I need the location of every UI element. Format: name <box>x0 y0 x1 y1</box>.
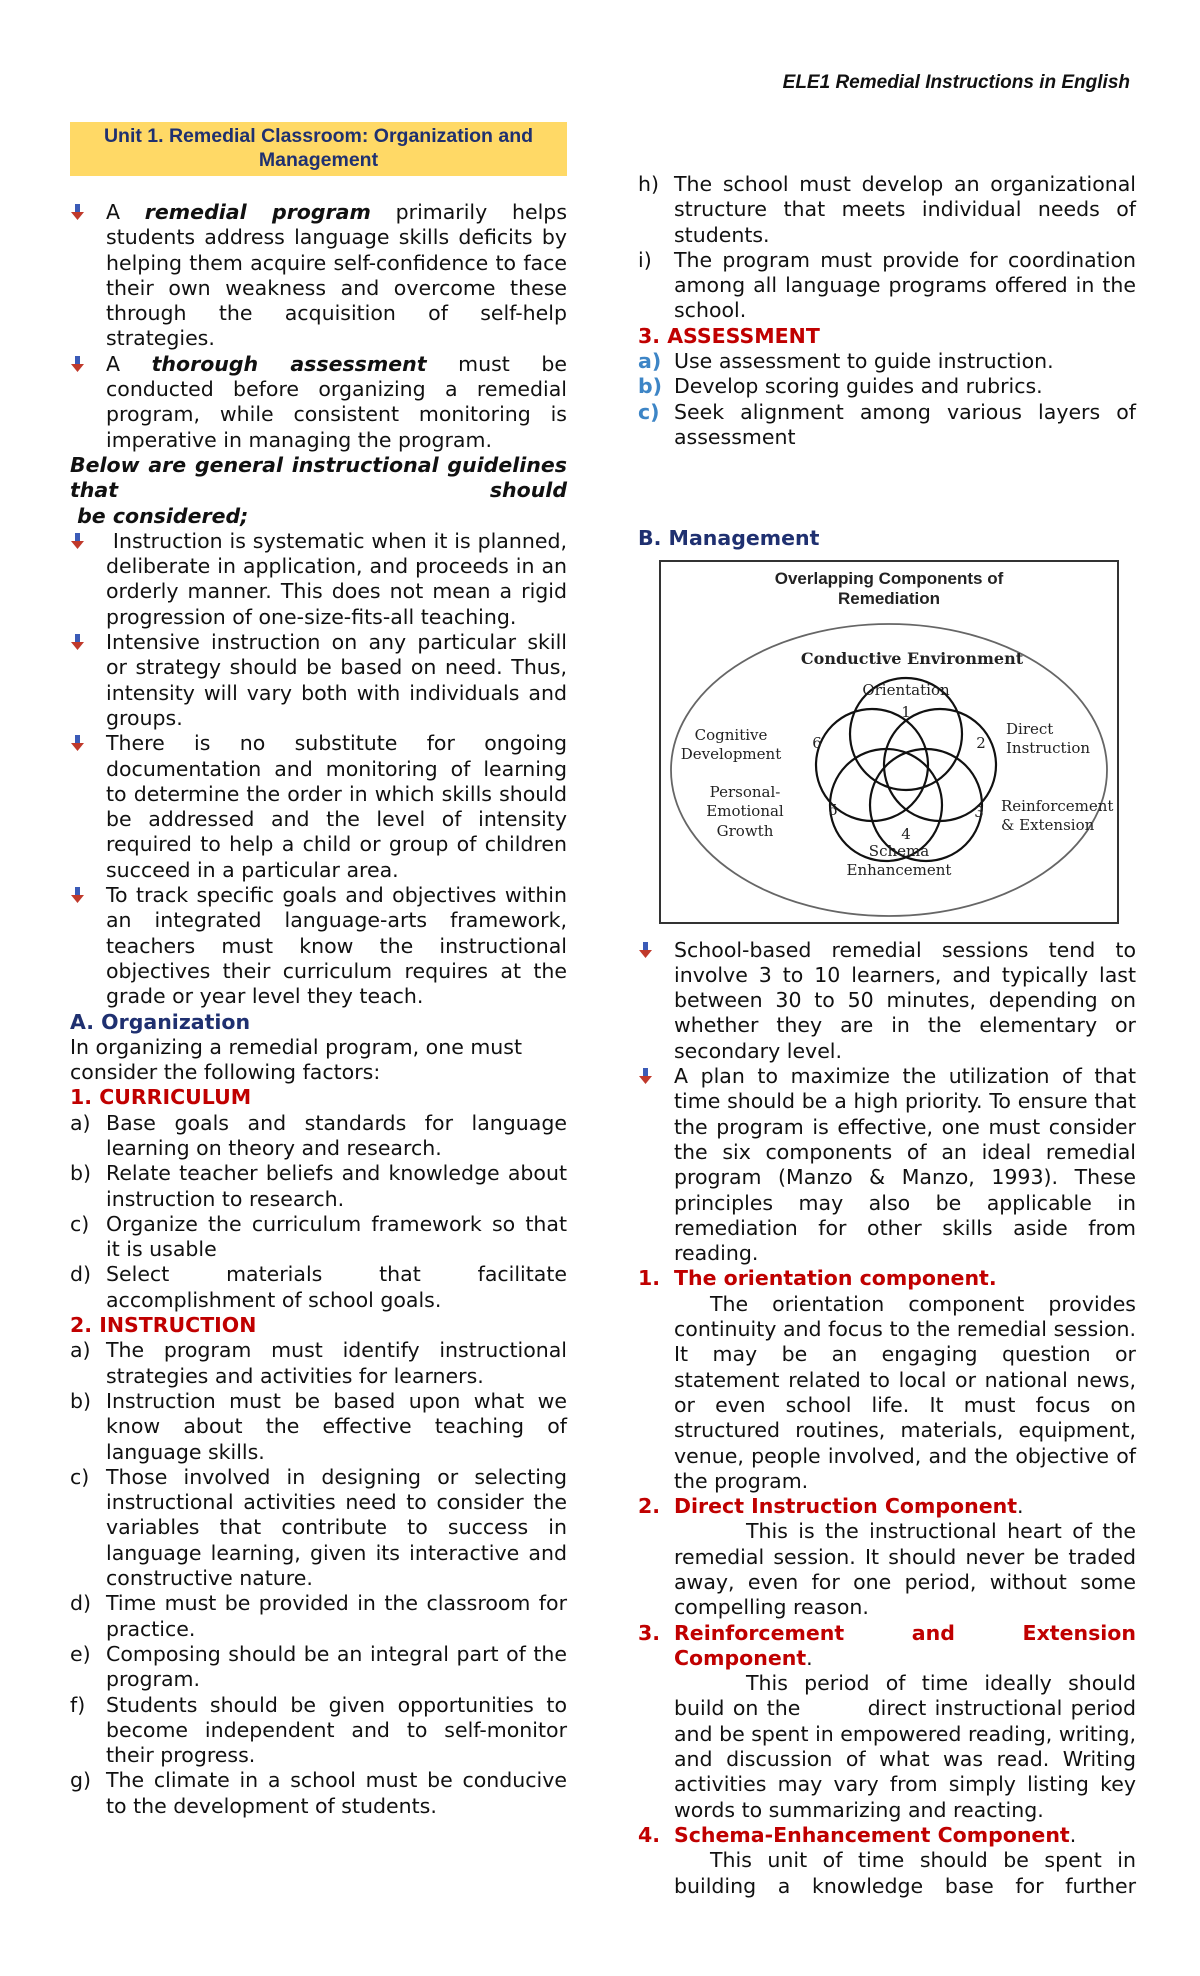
management-heading: B. Management <box>638 526 820 551</box>
number-1: 1 <box>901 702 911 721</box>
instruction-item: i) The program must provide for coordination among all language programs offered in the school. <box>638 247 1136 323</box>
component-heading: 2. Direct Instruction Component. <box>638 1494 1024 1519</box>
label-cognitive: Cognitive <box>694 725 768 744</box>
guidelines-heading-cont: be considered; <box>70 503 249 528</box>
curriculum-item: a) Base goals and standards for language learning on theory and research. <box>70 1110 567 1160</box>
label-personal-emotional: Emotional <box>706 801 784 820</box>
instruction-item: a) The program must identify instructional strategies and activities for learners. <box>70 1338 567 1388</box>
label-reinforcement: Reinforcement <box>1001 796 1114 815</box>
label-personal-emotional: Personal- <box>709 782 781 801</box>
assessment-item: a) Use assessment to guide instruction. <box>638 349 1054 374</box>
guideline-item: Instruction is systematic when it is planned, deliberate in application, and proceeds in an orderly manner. This does not mean a rigid progression of one-size-fits-all teaching. <box>70 529 567 630</box>
organization-intro: In organizing a remedial program, one must consider the following factors: <box>70 1034 523 1085</box>
label-schema: Enhancement <box>846 860 952 879</box>
curriculum-heading: 1. CURRICULUM <box>70 1085 252 1110</box>
instruction-item: g) The climate in a school must be conducive to the development of students. <box>70 1768 567 1818</box>
instruction-item: f) Students should be given opportunities to become independent and to self-monitor their progress. <box>70 1692 567 1768</box>
label-direct: Direct <box>1006 719 1054 738</box>
assessment-heading: 3. ASSESSMENT <box>638 323 820 348</box>
arrow-bullet-icon <box>638 1068 654 1086</box>
label-schema: Schema <box>868 841 930 860</box>
document-header: ELE1 Remedial Instructions in English <box>782 72 1130 93</box>
instruction-item: e) Composing should be an integral part of the program. <box>70 1641 567 1692</box>
number-6: 6 <box>812 733 822 752</box>
guidelines-heading: Below are general instructional guidelines that should <box>70 452 567 503</box>
label-cognitive: Development <box>680 744 782 763</box>
instruction-item: d) Time must be provided in the classroom for practice. <box>70 1591 567 1641</box>
management-bullet: School-based remedial sessions tend to involve 3 to 10 learners, and typically last between 30 to 50 minutes, depending on whether they are in the elementary or secondary level. <box>638 938 1136 1064</box>
curriculum-item: b) Relate teacher beliefs and knowledge about instruction to research. <box>70 1161 567 1211</box>
arrow-bullet-icon <box>70 204 86 222</box>
diagram-title: Remediation <box>837 588 941 608</box>
diagram-title: Overlapping Components of <box>774 568 1004 588</box>
left-column <box>70 122 574 1819</box>
component-heading: 4. Schema-Enhancement Component. <box>638 1822 1077 1847</box>
arrow-bullet-icon <box>70 533 86 551</box>
guideline-item: Intensive instruction on any particular skill or strategy should be based on need. Thus, intensity will vary both with individuals and groups. <box>70 630 567 731</box>
assessment-item: c) Seek alignment among various layers of assessment <box>638 399 1136 449</box>
environment-label: Conductive Environment <box>800 648 1024 668</box>
number-2: 2 <box>976 733 986 752</box>
number-4: 4 <box>901 824 911 843</box>
number-3: 3 <box>974 802 984 821</box>
component-text: This is the instructional heart of the remedial session. It should never be traded away, even for one period, without some compelling reason. <box>674 1519 1136 1620</box>
instruction-item: h) The school must develop an organizational structure that meets individual needs of students. <box>638 172 1136 247</box>
label-direct: Instruction <box>1006 738 1091 757</box>
curriculum-item: c) Organize the curriculum framework so that it is usable <box>70 1211 567 1262</box>
curriculum-item: d) Select materials that facilitate accomplishment of school goals. <box>70 1262 567 1312</box>
unit-title: Unit 1. Remedial Classroom: Organization and Management <box>70 122 567 176</box>
remediation-diagram <box>659 560 1119 924</box>
label-orientation: Orientation <box>862 680 950 699</box>
component-heading: 1. The orientation component. <box>638 1266 997 1291</box>
label-reinforcement: & Extension <box>1001 815 1095 834</box>
component-text: This period of time ideally should build on the direct instructional period and be spent in empowered reading, writing, and discussion of what was read. Writing activities may vary from simply listing key words to summarizing and reacting. <box>674 1671 1143 1822</box>
arrow-bullet-icon <box>638 942 654 960</box>
instruction-item: c) Those involved in designing or selecting instructional activities need to consider the variables that contribute to success in language learning, given its interactive and constructive nature. <box>70 1464 567 1591</box>
arrow-bullet-icon <box>70 735 86 753</box>
number-5: 5 <box>828 800 838 819</box>
component-text: The orientation component provides continuity and focus to the remedial session. It may be an engaging question or statement related to local or national news, or even school life. It must focus on structured routines, materials, equipment, venue, people involved, and the objective of the program. <box>674 1291 1136 1493</box>
label-personal-emotional: Growth <box>716 821 774 840</box>
right-column <box>638 172 1143 1899</box>
instruction-heading: 2. INSTRUCTION <box>70 1313 257 1338</box>
arrow-bullet-icon <box>70 634 86 652</box>
intro-bullet: A thorough assessment must be conducted before organizing a remedial program, while consistent monitoring is imperative in managing the program. <box>70 352 567 453</box>
assessment-item: b) Develop scoring guides and rubrics. <box>638 374 1043 399</box>
remediation-diagram-svg <box>661 562 1117 922</box>
arrow-bullet-icon <box>70 356 86 374</box>
arrow-bullet-icon <box>70 887 86 905</box>
guideline-item: To track specific goals and objectives within an integrated language-arts framework, teachers must know the instructional objectives their curriculum requires at the grade or year level they teach. <box>70 883 567 1009</box>
component-heading: 3. Reinforcement and Extension Component. <box>638 1620 1136 1670</box>
organization-heading: A. Organization <box>70 1009 251 1034</box>
intro-bullet: A remedial program primarily helps students address language skills deficits by helping them acquire self-confidence to face their own weakness and overcome these through the acquisition of self-help strategies. <box>70 200 567 352</box>
instruction-item: b) Instruction must be based upon what we know about the effective teaching of language skills. <box>70 1388 567 1464</box>
component-text: This unit of time should be spent in building a knowledge base for further <box>674 1848 1136 1898</box>
management-bullet: A plan to maximize the utilization of that time should be a high priority. To ensure that the program is effective, one must consider the six components of an ideal remedial program (Manzo & Manzo, 1993). These principles may also be applicable in remediation for other skills aside from reading. <box>638 1064 1136 1266</box>
guideline-item: There is no substitute for ongoing documentation and monitoring of learning to determine the order in which skills should be addressed and the level of intensity required to help a child or group of children succeed in a particular area. <box>70 731 567 883</box>
